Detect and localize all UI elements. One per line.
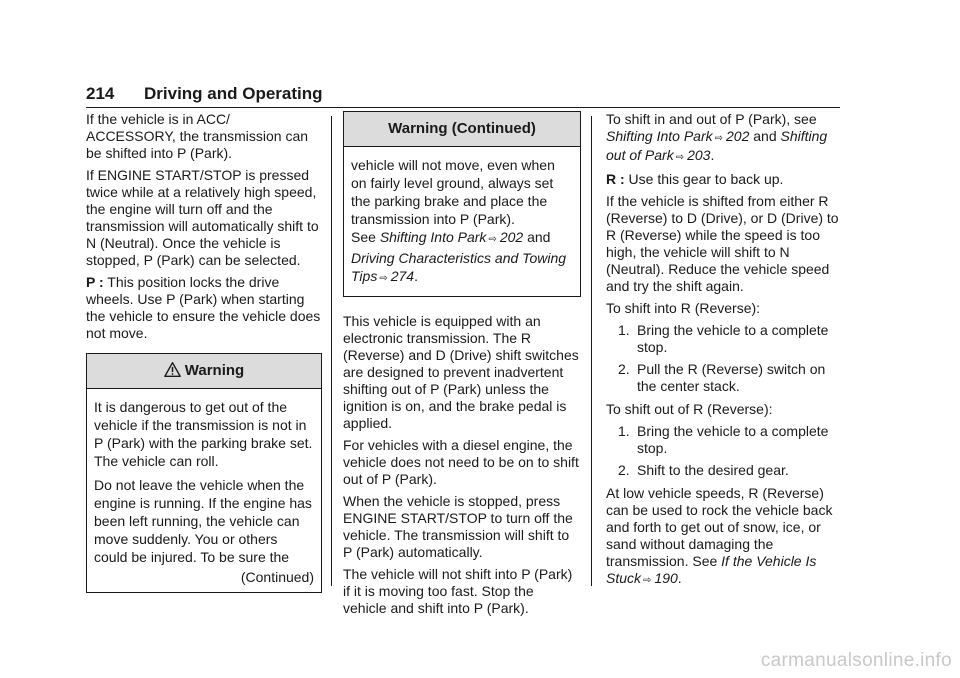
paragraph: P : This position locks the drive wheels. Use P (Park) when starting the vehicle to ensure the vehicle does not move. [86,274,321,341]
paragraph: To shift out of R (Reverse): [606,401,773,417]
cross-reference-link[interactable]: Driving Characteristics and Towing Tips [351,250,567,284]
list-item: 1. Bring the vehicle to a complete stop. [618,423,829,456]
paragraph: At low vehicle speeds, R (Reverse) can be used to rock the vehicle back and forth to get out of snow, ice, or sand without damaging the transmission. See If the Vehicle Is Stuck ⇨ 190. [606,485,833,586]
numbered-list [606,322,844,395]
paragraph: When the vehicle is stopped, press ENGINE START/STOP to turn off the vehicle. The transmission will shift to P (Park) automatically. [343,493,573,560]
column-divider [591,116,592,586]
column-2 [343,111,581,622]
cross-reference-link[interactable]: Shifting out of Park [606,128,828,163]
reference-arrow-icon: ⇨ [488,234,497,245]
paragraph: If the vehicle is in ACC/ ACCESSORY, the transmission can be shifted into P (Park). [86,111,309,161]
paragraph: R : Use this gear to back up. [606,171,784,187]
cross-reference-link[interactable]: Shifting Into Park [606,128,713,144]
warning-header: Warning (Continued) [344,112,580,147]
list-item: 2. Pull the R (Reverse) switch on the center stack. [618,361,826,394]
paragraph: To shift in and out of P (Park), see Shifting Into Park ⇨ 202 and Shifting out of Park ⇨ 203. [606,111,828,163]
continued-label: (Continued) [240,569,314,585]
page-reference[interactable]: 202 [499,229,524,245]
column-1 [86,111,322,607]
page-header [86,80,840,108]
page-reference[interactable]: 190 [654,570,678,586]
list-item: 1. Bring the vehicle to a complete stop. [618,322,829,355]
page-reference[interactable]: 203 [687,147,711,163]
column-3 [606,111,844,594]
warning-title: Warning [184,362,245,379]
page-reference[interactable]: 274 [390,268,415,284]
page-reference[interactable]: 202 [726,128,750,144]
warning-text: Do not leave the vehicle when the engine is running. If the engine has been left running, the vehicle can move suddenly. You or others could be injured. To be sure the [94,477,312,565]
reference-arrow-icon: ⇨ [675,152,685,163]
section-title: Driving and Operating [144,84,323,103]
paragraph: The vehicle will not shift into P (Park) if it is moving too fast. Stop the vehicle and shift into P (Park). [343,566,573,616]
warning-continued-box [343,111,581,297]
warning-body [344,147,580,296]
paragraph: If ENGINE START/STOP is pressed twice while at a relatively high speed, the engine will turn off and the transmission will automatically shift to N (Neutral). Once the vehicle is stopped, P (Park) can be selected. [86,167,319,268]
cross-reference-link[interactable]: If the Vehicle Is Stuck [606,553,817,586]
reference-arrow-icon: ⇨ [643,575,652,586]
paragraph: To shift into R (Reverse): [606,300,761,316]
gear-label: P : [86,274,104,290]
cross-reference-link[interactable]: Shifting Into Park [379,229,487,245]
page-number: 214 [86,84,115,103]
warning-text: It is dangerous to get out of the vehicle if the transmission is not in P (Park) with the parking brake set. The vehicle can roll. [94,399,313,469]
watermark: carmanualsonline.info [760,650,952,671]
column-divider [331,116,332,586]
reference-arrow-icon: ⇨ [714,133,724,144]
warning-triangle-icon [164,357,181,391]
gear-label: R : [606,171,625,187]
reference-arrow-icon: ⇨ [379,273,388,284]
warning-header [87,354,321,389]
warning-body [87,389,321,592]
list-item: 2. Shift to the desired gear. [618,462,789,478]
paragraph: If the vehicle is shifted from either R (Reverse) to D (Drive), or D (Drive) to R (Reverse) while the speed is too high, the vehicle will shift to N (Neutral). Reduce the vehicle speed and try the shift again. [606,193,839,294]
paragraph: For vehicles with a diesel engine, the vehicle does not need to be on to shift out of P (Park). [343,437,579,487]
warning-box [86,353,322,593]
paragraph: This vehicle is equipped with an electronic transmission. The R (Reverse) and D (Drive) shift switches are designed to prevent inadvertent shifting out of P (Park) unless the ignition is on, and the brake pedal is applied. [343,313,579,431]
numbered-list [606,423,844,479]
warning-text: vehicle will not move, even when on fairly level ground, always set the parking brake and place the transmission into P (Park). See Shifting Into Park ⇨ 202 and Driving Characteristics and Towing Tips ⇨ 274. [351,157,567,284]
